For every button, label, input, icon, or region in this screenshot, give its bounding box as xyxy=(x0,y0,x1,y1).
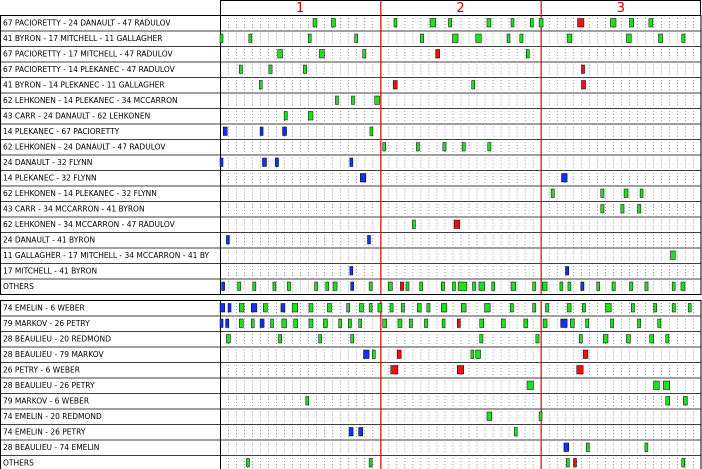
shift-bar xyxy=(663,381,669,390)
line-label: OTHERS xyxy=(3,282,34,291)
shift-bar xyxy=(492,282,495,291)
shift-bar xyxy=(561,319,567,328)
shift-bar xyxy=(567,34,572,43)
line-label: 62 LEHKONEN - 24 DANAULT - 47 RADULOV xyxy=(3,142,166,152)
shift-bar xyxy=(249,34,252,43)
shift-bar xyxy=(479,282,485,291)
shift-bar xyxy=(471,350,474,359)
shift-bar xyxy=(383,143,386,152)
shift-bar xyxy=(624,189,628,198)
shift-bar xyxy=(603,335,608,344)
shift-bar xyxy=(369,459,372,468)
line-label: 14 PLEKANEC - 67 PACIORETTY xyxy=(3,127,120,136)
shift-bar xyxy=(391,366,398,375)
shift-bar xyxy=(511,282,516,291)
shift-bar xyxy=(424,319,427,328)
shift-bar xyxy=(659,34,663,43)
line-label: 74 EMELIN - 20 REDMOND xyxy=(3,412,102,421)
shift-bar xyxy=(672,304,675,313)
grid-dots xyxy=(229,251,694,262)
shift-bar xyxy=(226,236,229,245)
shift-bar xyxy=(458,282,467,291)
line-label: 43 CARR - 34 MCCARRON - 41 BYRON xyxy=(3,204,145,214)
shift-bar xyxy=(220,304,225,313)
line-label: 26 PETRY - 6 WEBER xyxy=(3,365,80,375)
shift-bar xyxy=(514,428,517,437)
shift-bar xyxy=(226,319,229,328)
grid-dots xyxy=(229,412,694,423)
shift-bar xyxy=(586,319,589,328)
shift-bar xyxy=(480,319,484,328)
shift-bar xyxy=(436,50,440,59)
shift-bar xyxy=(610,319,613,328)
line-label: 17 MITCHELL - 41 BYRON xyxy=(3,266,98,276)
line-label: 79 MARKOV - 6 WEBER xyxy=(3,396,90,406)
grid-dots xyxy=(229,443,694,454)
grid-dots xyxy=(229,334,694,345)
line-label: 62 LEHKONEN - 14 PLEKANEC - 32 FLYNN xyxy=(3,189,157,198)
grid-dots xyxy=(229,303,694,314)
shift-bar xyxy=(400,282,403,291)
shift-bar xyxy=(430,19,436,28)
shift-bar xyxy=(359,428,363,437)
shift-bar xyxy=(370,127,373,136)
shift-bar xyxy=(281,304,285,313)
shift-bar xyxy=(355,34,358,43)
shift-bar xyxy=(583,350,588,359)
grid-dots xyxy=(229,65,694,76)
shift-bar xyxy=(412,220,415,229)
shift-bar xyxy=(315,282,318,291)
shift-bar xyxy=(488,143,491,152)
shift-bar xyxy=(487,19,491,28)
defense-pairs-panel xyxy=(1,300,702,469)
shift-bar xyxy=(308,112,313,121)
grid-dots xyxy=(229,396,694,407)
shift-bar xyxy=(260,127,263,136)
shift-bar xyxy=(375,96,380,105)
shift-bar xyxy=(359,319,362,328)
shift-bar xyxy=(539,412,542,421)
line-label: 74 EMELIN - 26 PETRY xyxy=(3,427,86,437)
shift-bar xyxy=(520,34,523,43)
shift-bar xyxy=(263,304,267,313)
shift-bar xyxy=(586,443,589,452)
shift-bar xyxy=(597,282,600,291)
shift-bar xyxy=(287,282,290,291)
shift-bar xyxy=(309,319,313,328)
shift-bar xyxy=(533,304,536,313)
shift-bar xyxy=(416,143,419,152)
shift-bar xyxy=(390,304,393,313)
shift-bar xyxy=(568,282,571,291)
shift-bar xyxy=(369,282,372,291)
shift-bar xyxy=(349,428,353,437)
shift-bar xyxy=(578,19,584,28)
shift-bar xyxy=(388,282,392,291)
shift-bar xyxy=(275,158,278,167)
shift-bar xyxy=(313,19,317,28)
line-label: 14 PLEKANEC - 32 FLYNN xyxy=(3,173,97,183)
shift-bar xyxy=(562,174,568,183)
shift-bar xyxy=(273,282,276,291)
shift-bar xyxy=(638,319,641,328)
line-label: 28 BEAULIEU - 26 PETRY xyxy=(3,381,95,390)
shift-bar xyxy=(228,304,231,313)
shift-bar xyxy=(527,381,533,390)
line-label: 28 BEAULIEU - 20 REDMOND xyxy=(3,334,111,344)
shift-bar xyxy=(567,304,571,313)
shift-bar xyxy=(530,19,533,28)
shift-bar xyxy=(570,319,574,328)
shift-bar xyxy=(564,443,569,452)
shift-bar xyxy=(682,459,685,468)
shift-bar xyxy=(351,96,354,105)
shift-bar xyxy=(524,319,528,328)
grid-dots xyxy=(229,127,694,138)
period-label-3: 3 xyxy=(616,1,625,16)
shift-bar xyxy=(319,335,322,344)
shift-bar xyxy=(671,251,676,260)
shift-bar xyxy=(398,319,402,328)
shift-bar xyxy=(666,335,669,344)
shift-bar xyxy=(542,282,547,291)
line-label: 11 GALLAGHER - 17 MITCHELL - 34 MCCARRON - 41 BY xyxy=(3,251,210,260)
shift-bar xyxy=(306,397,309,406)
shift-bar xyxy=(473,282,476,291)
shift-bar xyxy=(682,34,685,43)
shift-bar xyxy=(457,319,460,328)
line-label: 62 LEHKONEN - 34 MCCARRON - 47 RADULOV xyxy=(3,220,175,229)
shift-bar xyxy=(331,19,335,28)
shift-bar xyxy=(226,335,230,344)
grid-dots xyxy=(229,220,694,231)
shift-bar xyxy=(452,282,455,291)
shift-bar xyxy=(222,282,225,291)
grid-dots xyxy=(229,18,694,29)
shift-bar xyxy=(246,459,249,468)
line-label: 67 PACIORETTY - 14 PLEKANEC - 47 RADULOV xyxy=(3,65,175,74)
shift-bar xyxy=(393,81,397,90)
shift-bar xyxy=(526,50,529,59)
shift-bar xyxy=(327,304,331,313)
line-label: 62 LEHKONEN - 14 PLEKANEC - 34 MCCARRON xyxy=(3,96,178,105)
shift-bar xyxy=(278,50,283,59)
shift-bar xyxy=(630,282,633,291)
line-label: 28 BEAULIEU - 79 MARKOV xyxy=(3,350,104,359)
shift-bar xyxy=(511,19,514,28)
shift-bar xyxy=(420,282,423,291)
shift-bar xyxy=(610,19,616,28)
line-label: 67 PACIORETTY - 24 DANAULT - 47 RADULOV xyxy=(3,18,171,28)
shift-bar xyxy=(359,304,363,313)
grid-dots xyxy=(229,381,694,392)
shift-bar xyxy=(545,304,548,313)
grid-dots xyxy=(229,173,694,184)
grid-dots xyxy=(229,158,694,169)
shift-bar xyxy=(582,81,586,90)
shift-bar xyxy=(397,350,401,359)
shift-bar xyxy=(441,304,447,313)
shift-bar xyxy=(631,304,634,313)
shift-bar xyxy=(347,304,350,313)
shift-bar xyxy=(351,335,354,344)
shift-bar xyxy=(442,319,445,328)
grid-dots xyxy=(229,34,694,45)
shift-bar xyxy=(401,304,404,313)
shift-bar xyxy=(645,282,648,291)
line-label: 41 BYRON - 14 PLEKANEC - 11 GALLAGHER xyxy=(3,80,165,90)
shift-bar xyxy=(279,335,282,344)
shift-bar xyxy=(654,381,660,390)
shift-bar xyxy=(220,158,223,167)
shift-bar xyxy=(348,319,351,328)
shift-bar xyxy=(335,96,338,105)
grid-dots xyxy=(229,458,694,469)
shift-bar xyxy=(259,81,262,90)
shift-bar xyxy=(363,50,366,59)
shift-bar xyxy=(427,304,430,313)
shift-bar xyxy=(551,189,554,198)
shift-bar xyxy=(658,319,661,328)
shift-bar xyxy=(326,282,329,291)
shift-bar xyxy=(666,397,670,406)
shift-bar xyxy=(630,19,634,28)
line-label: 28 BEAULIEU - 74 EMELIN xyxy=(3,443,100,452)
line-label: 43 CARR - 24 DANAULT - 62 LEHKONEN xyxy=(3,111,151,121)
grid-dots xyxy=(229,319,694,330)
line-label: 24 DANAULT - 41 BYRON xyxy=(3,235,96,245)
shift-bar xyxy=(581,282,584,291)
line-label: OTHERS xyxy=(3,458,34,468)
shift-bar xyxy=(480,335,483,344)
shift-bar xyxy=(378,304,382,313)
shift-bar xyxy=(645,443,648,452)
shift-bar xyxy=(582,304,585,313)
shift-bar xyxy=(621,205,624,214)
shift-bar xyxy=(462,143,465,152)
shift-bar xyxy=(454,220,460,229)
shift-bar xyxy=(282,319,287,328)
period-label-2: 2 xyxy=(456,1,465,16)
shift-bar xyxy=(601,189,604,198)
shift-bar xyxy=(501,319,505,328)
shift-bar xyxy=(333,282,337,291)
line-label: 67 PACIORETTY - 17 MITCHELL - 47 RADULOV xyxy=(3,49,173,59)
grid-dots xyxy=(229,49,694,60)
shift-bar xyxy=(487,412,492,421)
shift-bar xyxy=(360,174,366,183)
shift-bar xyxy=(260,319,264,328)
shift-bar xyxy=(566,459,569,468)
shift-bar xyxy=(612,282,615,291)
shift-bar xyxy=(294,319,298,328)
shift-bar xyxy=(350,267,353,276)
shift-bar xyxy=(251,304,257,313)
shift-bar xyxy=(308,34,311,43)
shift-bar xyxy=(579,335,582,344)
shift-bar xyxy=(394,19,397,28)
shift-bar xyxy=(253,282,256,291)
shift-bar xyxy=(457,366,463,375)
shift-bar xyxy=(536,335,539,344)
shift-bar xyxy=(654,304,657,313)
shift-bar xyxy=(543,319,547,328)
shift-bar xyxy=(262,158,266,167)
shift-bar xyxy=(539,19,543,28)
shift-bar xyxy=(239,304,244,313)
shift-bar xyxy=(606,304,612,313)
shift-bar xyxy=(626,335,630,344)
shift-bar xyxy=(350,158,353,167)
shift-bar xyxy=(239,65,242,74)
shift-bar xyxy=(269,65,272,74)
shift-bar xyxy=(683,397,687,406)
shift-bar xyxy=(560,282,563,291)
shift-bar xyxy=(363,350,369,359)
shift-bar xyxy=(372,350,375,359)
grid-dots xyxy=(229,142,694,153)
shift-bar xyxy=(626,34,631,43)
shift-bar xyxy=(409,319,412,328)
shift-bar xyxy=(319,50,324,59)
line-label: 79 MARKOV - 26 PETRY xyxy=(3,319,90,328)
shift-bar xyxy=(507,34,510,43)
shift-bar xyxy=(688,304,691,313)
shift-bar xyxy=(574,459,577,468)
shift-bar xyxy=(672,282,675,291)
shift-bar xyxy=(303,65,306,74)
line-label: 74 EMELIN - 6 WEBER xyxy=(3,303,85,313)
forward-lines-panel xyxy=(1,0,702,295)
shift-bar xyxy=(284,112,287,121)
shift-bar xyxy=(406,282,409,291)
shift-bar xyxy=(223,127,227,136)
shift-bar xyxy=(577,366,583,375)
grid-dots xyxy=(229,427,694,438)
shift-bar xyxy=(448,19,451,28)
shift-bar xyxy=(476,350,481,359)
grid-dots xyxy=(229,189,694,200)
grid-dots xyxy=(229,80,694,91)
shift-bar xyxy=(383,319,387,328)
shift-bar xyxy=(601,205,604,214)
shift-bar xyxy=(566,267,569,276)
shift-bar xyxy=(271,319,274,328)
line-label: 41 BYRON - 17 MITCHELL - 11 GALLAGHER xyxy=(3,34,163,43)
grid-dots xyxy=(229,96,694,107)
shift-bar xyxy=(339,319,342,328)
shift-bar xyxy=(323,319,327,328)
shift-bar xyxy=(452,34,458,43)
shift-bar xyxy=(369,304,372,313)
grid-dots xyxy=(229,235,694,246)
shift-bar xyxy=(220,319,223,328)
grid-dots xyxy=(229,111,694,122)
shift-bar xyxy=(309,304,313,313)
shift-bar xyxy=(351,282,354,291)
shift-bar xyxy=(649,19,653,28)
shift-bar xyxy=(443,143,446,152)
grid-dots xyxy=(229,350,694,361)
shift-bar xyxy=(238,282,241,291)
grid-dots xyxy=(229,266,694,277)
period-label-1: 1 xyxy=(296,1,305,16)
shift-bar xyxy=(472,81,475,90)
shift-bar xyxy=(220,34,223,43)
shift-bar xyxy=(441,282,444,291)
shift-bar xyxy=(681,282,685,291)
shift-bar xyxy=(417,304,421,313)
shift-bar xyxy=(283,127,287,136)
shift-bar xyxy=(582,65,585,74)
shift-bar xyxy=(650,335,654,344)
shift-bar xyxy=(239,319,243,328)
period-labels xyxy=(296,1,625,16)
shift-bar xyxy=(510,304,513,313)
shift-bar xyxy=(420,34,423,43)
shift-bar xyxy=(533,282,536,291)
shift-bar xyxy=(476,34,482,43)
shift-bar xyxy=(640,189,643,198)
shift-bar xyxy=(368,236,371,245)
shift-bar xyxy=(638,205,641,214)
shift-bar xyxy=(251,319,254,328)
shift-bar xyxy=(292,304,298,313)
shift-bar xyxy=(485,304,491,313)
line-label: 24 DANAULT - 32 FLYNN xyxy=(3,158,93,167)
shift-bar xyxy=(461,304,466,313)
